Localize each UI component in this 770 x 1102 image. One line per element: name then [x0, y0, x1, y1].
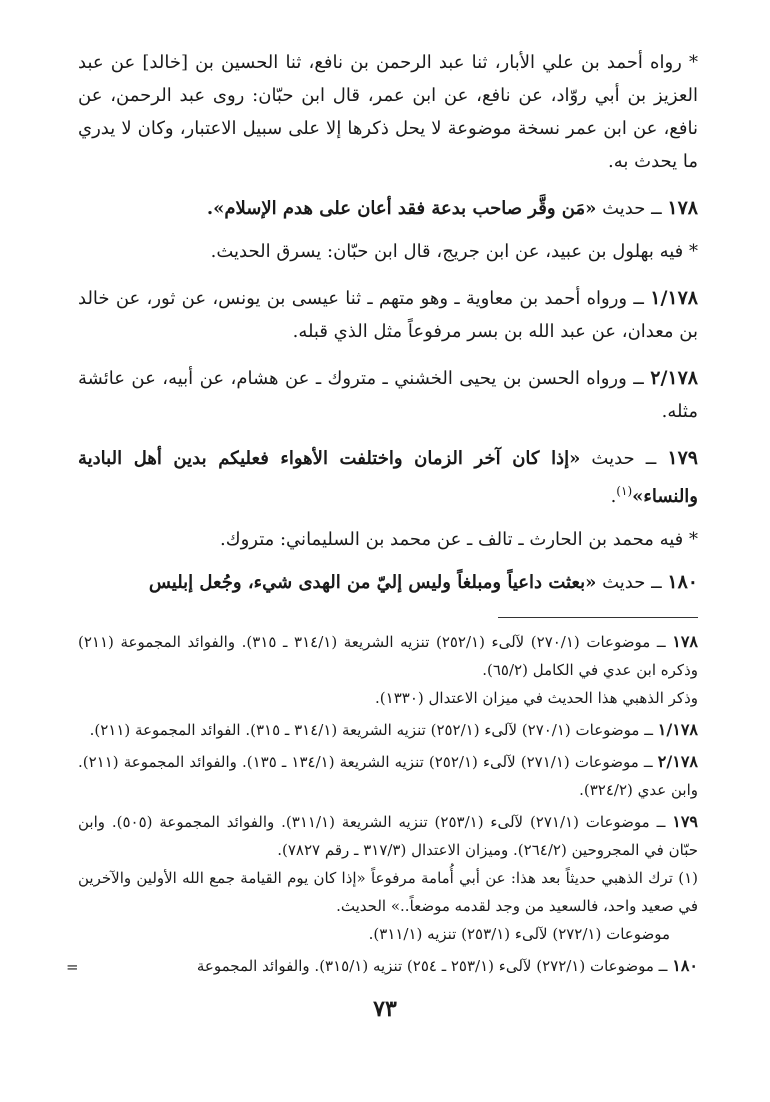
note-178-extra: وذكر الذهبي هذا الحديث في ميزان الاعتدال (١٣٣٠).: [375, 689, 698, 707]
hadith-180: [78, 566, 698, 599]
note-179: [78, 808, 698, 864]
note-number: ١٧٩: [672, 812, 698, 831]
narration-paragraph-3: * فيه محمد بن الحارث ـ تالف ـ عن محمد بن السليماني: متروك.: [220, 529, 698, 550]
footnotes: [78, 628, 698, 980]
hadith-178: [78, 192, 698, 225]
hadith-number: ١٧٩: [667, 447, 698, 469]
continuation-mark: =: [66, 958, 79, 976]
hadith-text: «إذا كان آخر الزمان واختلفت الأهواء فعليكم بدين أهل البادية والنساء»: [78, 448, 698, 507]
note-178-1: [78, 716, 698, 744]
footnote-1: (١) ترك الذهبي حديثاً بعد هذا: عن أبي أُمامة مرفوعاً «إذا كان يوم القيامة جمع الله الأولين والآخرين في صعيد واحد، فالسعيد من وجد لقدمه موضعاً..» الحديث.: [78, 869, 698, 915]
hadith-text: «بعثت داعياً ومبلغاً وليس إليّ من الهدى شيء، وجُعل إبليس: [148, 572, 597, 593]
note-text: ــ موضوعات (٢٧١/١) لآلىء (٢٥٣/١) تنزيه الشريعة (٣١١/١). والفوائد المجموعة (٥٠٥). وابن حبّان في المجروحين (٢٦٤/٢). وميزان الاعتدال (٣١٧/٣ ـ رقم ٧٨٢٧).: [78, 813, 698, 859]
hadith-text: ــ ورواه أحمد بن معاوية ـ وهو متهم ـ ثنا عيسى بن يونس، عن ثور، عن خالد بن معدان، عن عبد الله بن بسر مرفوعاً مثل الذي قبله.: [78, 288, 698, 342]
note-text: ــ موضوعات (٢٧٢/١) لآلىء (٢٥٣/١ ـ ٢٥٤) تنزيه (٣١٥/١). والفوائد المجموعة: [196, 957, 673, 975]
hadith-number: ١/١٧٨: [650, 287, 698, 309]
narration-paragraph-1: * رواه أحمد بن علي الأبار، ثنا عبد الرحمن بن نافع، ثنا الحسين بن [خالد] عن عبد العزيز بن أبي روّاد، عن نافع، عن ابن عمر، قال ابن حبّان: روى عبد الرحمن، عن نافع، عن ابن عمر نسخة موضوعة لا يحل ذكرها إلا على سبيل الاعتبار، وكان لا يدري ما يحدث به.: [78, 52, 698, 172]
hadith-lead: ــ حديث: [580, 448, 668, 469]
footnote-1-refs: موضوعات (٢٧٢/١) لآلىء (٢٥٣/١) تنزيه (٣١١/١).: [368, 925, 670, 943]
note-180: [78, 952, 698, 980]
note-number: ١٨٠: [672, 956, 698, 975]
hadith-end: .: [610, 486, 617, 507]
hadith-lead: ــ حديث: [596, 198, 668, 219]
page-body: [78, 46, 698, 980]
main-text: [78, 46, 698, 599]
hadith-178-2: [78, 362, 698, 428]
hadith-lead: ــ حديث: [596, 572, 668, 593]
footnote-divider: [498, 617, 698, 618]
hadith-179: [78, 442, 698, 513]
note-text: ــ موضوعات (٢٧١/١) لآلىء (٢٥٢/١) تنزيه الشريعة (١٣٤/١ ـ ١٣٥). والفوائد المجموعة (٢١١). وابن عدي (٣٢٤/٢).: [78, 753, 698, 799]
note-number: ٢/١٧٨: [657, 752, 698, 771]
note-178: [78, 628, 698, 684]
hadith-number: ١٧٨: [667, 197, 698, 219]
note-178-2: [78, 748, 698, 804]
page-number: ٧٣: [373, 996, 397, 1022]
hadith-text: «مَن وقَّر صاحب بدعة فقد أعان على هدم الإسلام».: [206, 198, 597, 219]
hadith-number: ٢/١٧٨: [650, 367, 698, 389]
note-text: ــ موضوعات (٢٧٠/١) لآلىء (٢٥٢/١) تنزيه الشريعة (٣١٤/١ ـ ٣١٥). والفوائد المجموعة (٢١١) وذكره ابن عدي في الكامل (٦٥/٢).: [78, 633, 698, 679]
footnote-marker[interactable]: (١): [616, 484, 633, 498]
hadith-178-1: [78, 282, 698, 348]
narration-paragraph-2: * فيه بهلول بن عبيد، عن ابن جريج، قال ابن حبّان: يسرق الحديث.: [210, 241, 698, 262]
note-number: ١٧٨: [672, 632, 698, 651]
hadith-text: ــ ورواه الحسن بن يحيى الخشني ـ متروك ـ عن هشام، عن أبيه، عن عائشة مثله.: [78, 368, 698, 422]
note-text: ــ موضوعات (٢٧٠/١) لآلىء (٢٥٢/١) تنزيه الشريعة (٣١٤/١ ـ ٣١٥). الفوائد المجموعة (٢١١).: [89, 721, 658, 739]
hadith-number: ١٨٠: [667, 571, 698, 593]
note-number: ١/١٧٨: [657, 720, 698, 739]
